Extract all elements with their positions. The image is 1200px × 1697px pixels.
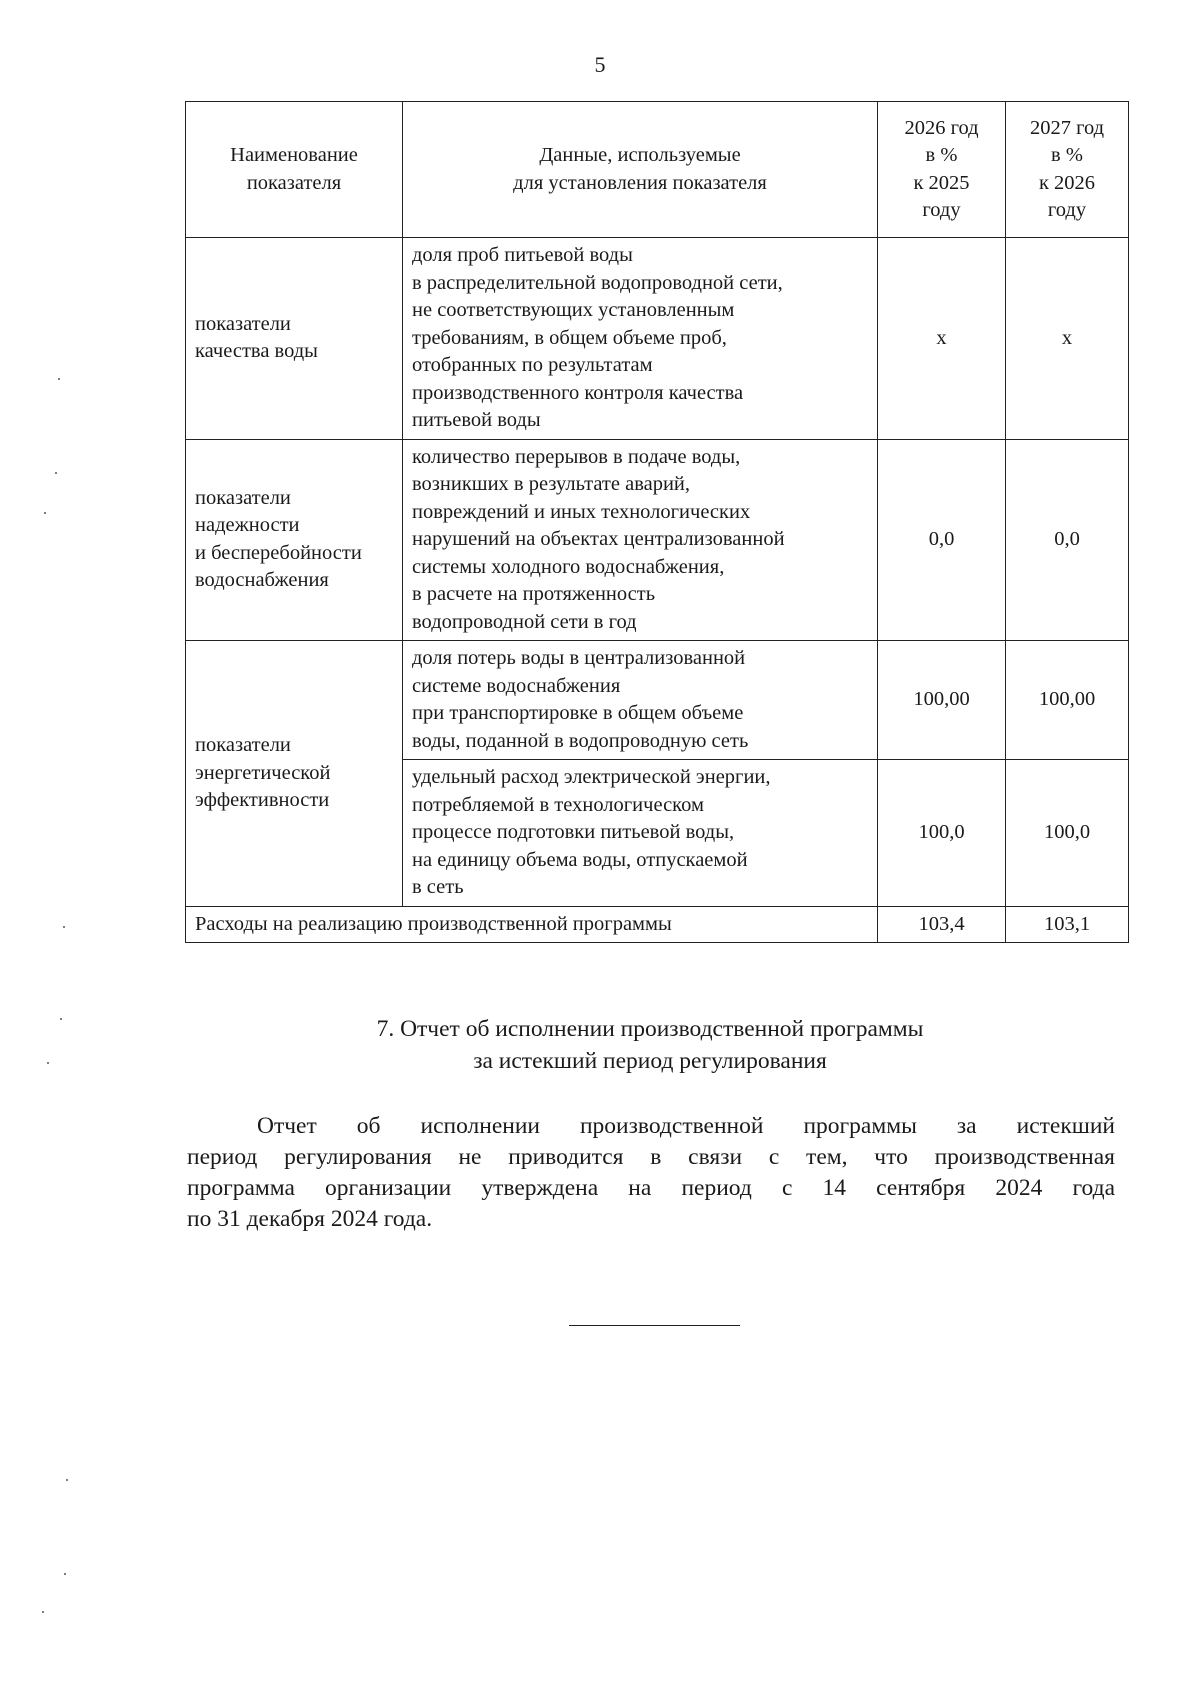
paragraph-line: период регулирования не приводится в связи с тем, что производственная	[187, 1144, 1115, 1170]
paragraph-line: Отчет об исполнении производственной программы за истекший	[257, 1113, 1115, 1139]
value-2027-cell: 0,0	[1006, 439, 1129, 641]
scan-speck	[55, 472, 57, 474]
header-source-data: Данные, используемые для установления показателя	[403, 102, 878, 238]
table-total-row	[186, 906, 1129, 943]
table-header-row	[186, 102, 1129, 238]
value-2026-cell: 100,0	[878, 760, 1006, 907]
paragraph-line: программа организации утверждена на период с 14 сентября 2024 года	[187, 1175, 1115, 1201]
header-2026: 2026 год в % к 2025 году	[878, 102, 1006, 238]
value-2026-cell: 0,0	[878, 439, 1006, 641]
source-data-cell: доля потерь воды в централизованной системе водоснабжения при транспортировке в общем объеме воды, поданной в водопроводную сеть	[403, 641, 878, 760]
section-heading-line: 7. Отчет об исполнении производственной программы	[376, 1016, 924, 1042]
header-indicator-name: Наименование показателя	[186, 102, 403, 238]
source-data-cell: количество перерывов в подаче воды, возникших в результате аварий, повреждений и иных технологических нарушений на объектах централизованной системы холодного водоснабжения, в расчете на протяженность водопроводной сети в год	[403, 439, 878, 641]
table-row	[186, 238, 1129, 440]
value-2027-cell: 100,0	[1006, 760, 1129, 907]
indicator-name-cell: показатели качества воды	[186, 238, 403, 440]
end-of-document-rule	[569, 1325, 740, 1326]
scan-speck	[60, 1018, 62, 1020]
scan-speck	[47, 1062, 49, 1064]
value-2026-cell: x	[878, 238, 1006, 440]
scan-speck	[66, 1479, 68, 1481]
report-paragraph	[187, 1111, 1115, 1235]
page-number: 5	[594, 52, 606, 77]
section-heading	[0, 1013, 1200, 1077]
source-data-cell: удельный расход электрической энергии, потребляемой в технологическом процессе подготовки питьевой воды, на единицу объема воды, отпускаемой в сеть	[403, 760, 878, 907]
indicator-name-cell: показатели надежности и бесперебойности водоснабжения	[186, 439, 403, 641]
total-label-cell: Расходы на реализацию производственной программы	[186, 906, 878, 943]
header-2027: 2027 год в % к 2026 году	[1006, 102, 1129, 238]
value-2027-cell: x	[1006, 238, 1129, 440]
table-row	[186, 641, 1129, 760]
paragraph-line: по 31 декабря 2024 года.	[187, 1206, 433, 1232]
value-2027-cell: 100,00	[1006, 641, 1129, 760]
section-heading-line: за истекший период регулирования	[473, 1048, 827, 1074]
scan-speck	[64, 1573, 66, 1575]
indicators-table	[185, 101, 1129, 943]
scan-speck	[63, 926, 65, 928]
total-2026-cell: 103,4	[878, 906, 1006, 943]
scan-speck	[42, 1611, 44, 1613]
indicator-name-cell: показатели энергетической эффективности	[186, 641, 403, 907]
value-2026-cell: 100,00	[878, 641, 1006, 760]
source-data-cell: доля проб питьевой воды в распределительной водопроводной сети, не соответствующих установленным требованиям, в общем объеме проб, отобранных по результатам производственного контроля качества питьевой воды	[403, 238, 878, 440]
total-2027-cell: 103,1	[1006, 906, 1129, 943]
table-row	[186, 439, 1129, 641]
scan-speck	[58, 378, 60, 380]
scan-speck	[44, 512, 46, 514]
